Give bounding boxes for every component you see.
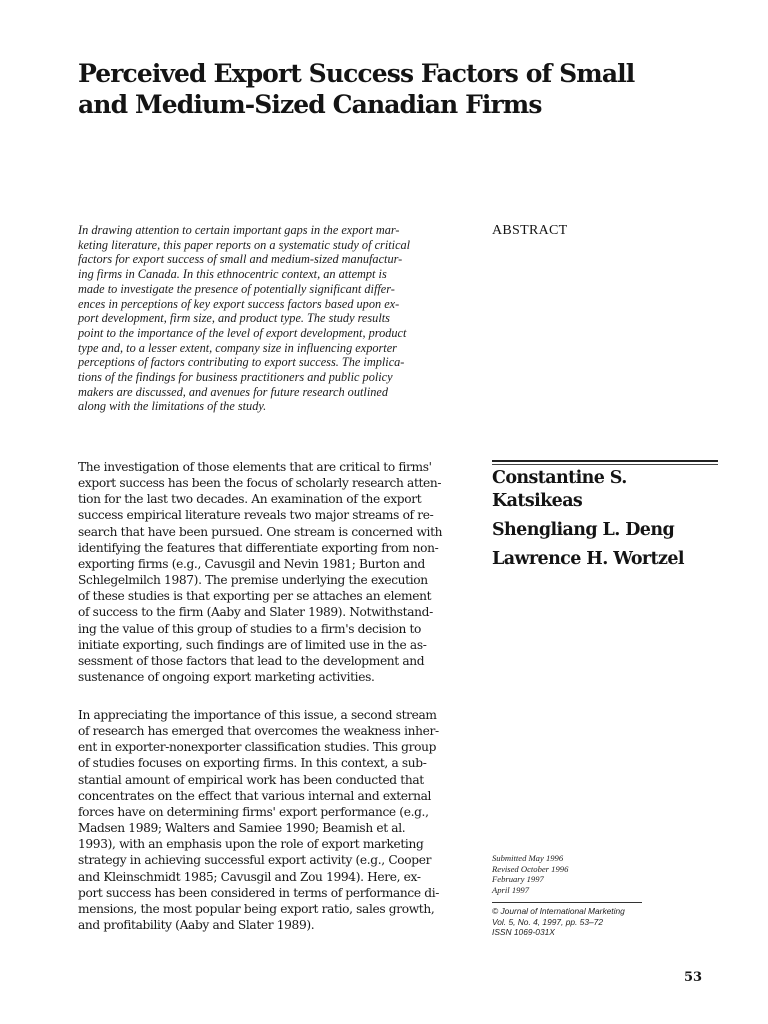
- body-line: of these studies is that exporting per se attaches an element: [78, 589, 432, 604]
- abstract-text: [78, 223, 478, 414]
- body-line: ing the value of this group of studies to a firm's decision to: [78, 621, 421, 636]
- abstract-line: tions of the findings for business practitioners and public policy: [78, 370, 393, 385]
- journal-copyright: © Journal of International Marketing: [492, 906, 625, 916]
- journal-volume: Vol. 5, No. 4, 1997, pp. 53–72: [492, 916, 603, 927]
- body-line: of studies focuses on exporting firms. In this context, a sub-: [78, 756, 427, 771]
- author-divider: [492, 460, 718, 466]
- author-name: Shengliang L. Deng: [492, 520, 675, 540]
- body-line: success empirical literature reveals two major streams of re-: [78, 508, 434, 523]
- body-line: and Kleinschmidt 1985; Cavusgil and Zou 1994). Here, ex-: [78, 869, 421, 884]
- author-name: [492, 467, 732, 513]
- divider-rule-thick: [492, 460, 718, 462]
- abstract-line: In drawing attention to certain important gaps in the export mar-: [78, 223, 400, 237]
- submission-dates: [492, 853, 568, 895]
- body-line: sustenance of ongoing export marketing activities.: [78, 670, 375, 685]
- submitted-date: Submitted May 1996: [492, 853, 564, 863]
- abstract-line: port development, firm size, and product type. The study results: [78, 311, 390, 326]
- author-name-line: Constantine S.: [492, 468, 627, 488]
- body-line: identifying the features that differentiate exporting from non-: [78, 540, 439, 555]
- body-paragraph: [78, 459, 478, 685]
- abstract-line: type and, to a lesser extent, company size in influencing exporter: [78, 340, 397, 355]
- body-line: export success has been the focus of scholarly research atten-: [78, 476, 442, 491]
- abstract-line: point to the importance of the level of export development, product: [78, 325, 407, 340]
- page-number: 53: [684, 970, 703, 985]
- body-line: The investigation of those elements that are critical to firms': [78, 460, 432, 474]
- author-name-line: Katsikeas: [492, 491, 583, 511]
- body-line: In appreciating the importance of this issue, a second stream: [78, 708, 437, 722]
- body-line: Schlegelmilch 1987). The premise underlying the execution: [78, 573, 428, 588]
- author-name: Lawrence H. Wortzel: [492, 549, 684, 569]
- body-line: initiate exporting, such findings are of limited use in the as-: [78, 637, 427, 652]
- body-line: ent in exporter-nonexporter classification studies. This group: [78, 740, 437, 755]
- article-title: [78, 58, 678, 120]
- divider-rule-thin: [492, 464, 718, 465]
- body-paragraph: [78, 707, 478, 933]
- body-line: 1993), with an emphasis upon the role of export marketing: [78, 837, 424, 852]
- body-line: strategy in achieving successful export activity (e.g., Cooper: [78, 853, 432, 868]
- article-title-line: Perceived Export Success Factors of Small: [78, 59, 635, 88]
- abstract-line: ences in perceptions of key export success factors based upon ex-: [78, 296, 400, 311]
- body-line: of research has emerged that overcomes the weakness inher-: [78, 724, 439, 739]
- abstract-line: perceptions of factors contributing to export success. The implica-: [78, 355, 405, 370]
- body-line: sessment of those factors that lead to the development and: [78, 653, 425, 668]
- abstract-heading: ABSTRACT: [492, 223, 568, 238]
- abstract-line: along with the limitations of the study.: [78, 399, 267, 414]
- revised-date: February 1997: [492, 874, 544, 885]
- body-line: and profitability (Aaby and Slater 1989).: [78, 918, 315, 933]
- body-line: tion for the last two decades. An examination of the export: [78, 492, 422, 507]
- body-line: forces have on determining firms' export performance (e.g.,: [78, 804, 429, 819]
- author-list: [492, 467, 732, 571]
- footnote-divider: [492, 902, 642, 903]
- body-line: search that have been pursued. One stream is concerned with: [78, 524, 443, 539]
- article-title-line: and Medium-Sized Canadian Firms: [78, 90, 542, 119]
- abstract-line: keting literature, this paper reports on a systematic study of critical: [78, 237, 411, 252]
- abstract-line: ing firms in Canada. In this ethnocentric context, an attempt is: [78, 267, 387, 282]
- body-line: port success has been considered in terms of performance di-: [78, 885, 440, 900]
- abstract-line: makers are discussed, and avenues for future research outlined: [78, 384, 388, 399]
- body-line: exporting firms (e.g., Cavusgil and Nevin 1981; Burton and: [78, 556, 425, 571]
- journal-issn: ISSN 1069-031X: [492, 927, 555, 938]
- journal-citation: [492, 906, 625, 938]
- body-line: mensions, the most popular being export ratio, sales growth,: [78, 901, 435, 916]
- abstract-line: made to investigate the presence of potentially significant differ-: [78, 281, 395, 296]
- revised-date: April 1997: [492, 884, 530, 895]
- revised-date: Revised October 1996: [492, 863, 569, 874]
- body-line: Madsen 1989; Walters and Samiee 1990; Beamish et al.: [78, 821, 406, 836]
- body-line: stantial amount of empirical work has been conducted that: [78, 772, 424, 787]
- abstract-line: factors for export success of small and medium-sized manufactur-: [78, 252, 403, 267]
- body-line: of success to the firm (Aaby and Slater 1989). Notwithstand-: [78, 605, 433, 620]
- body-line: concentrates on the effect that various internal and external: [78, 788, 432, 803]
